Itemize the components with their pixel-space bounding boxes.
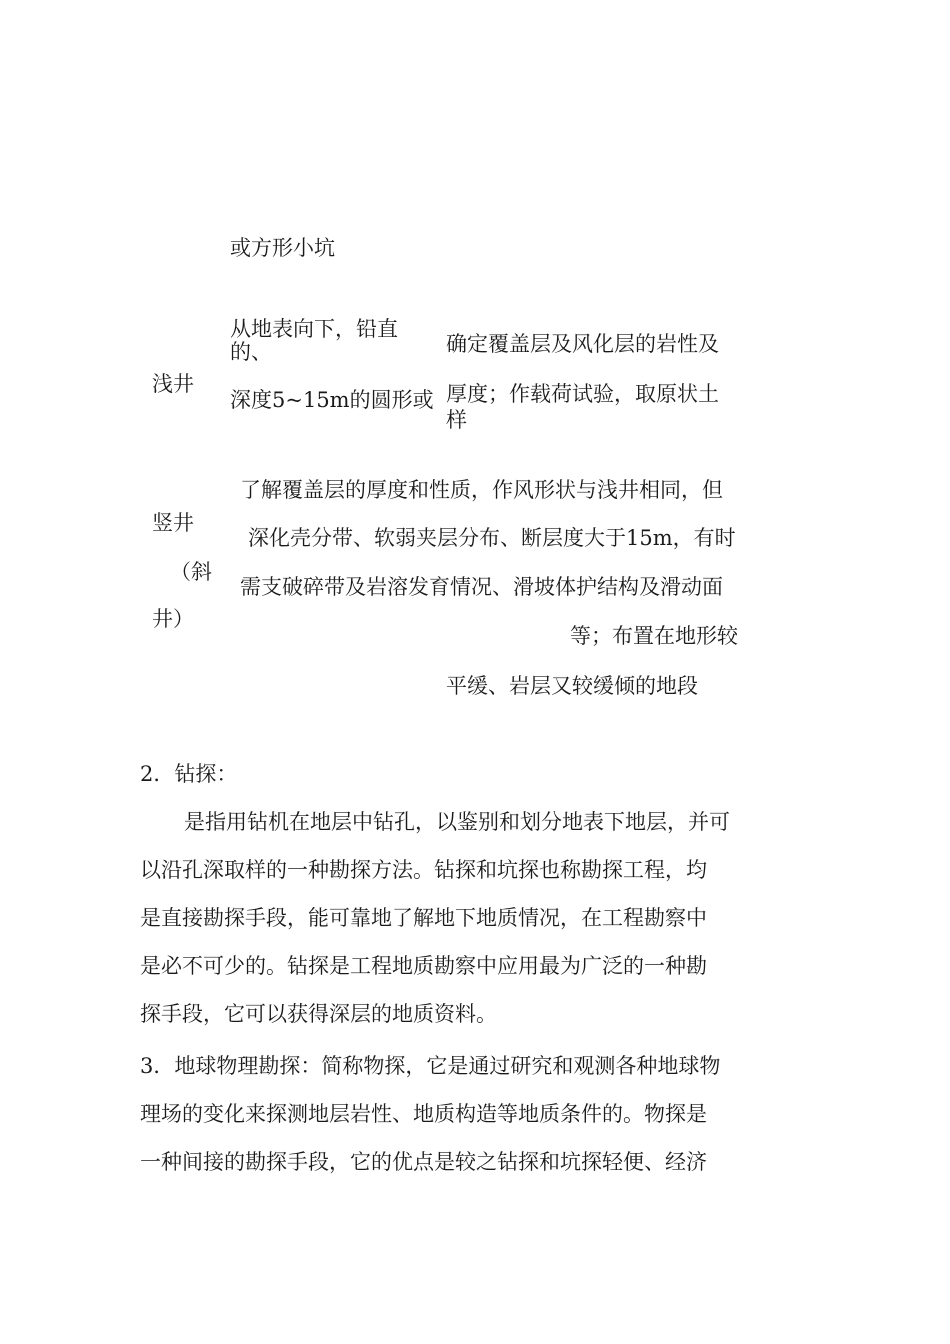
shaft-description-line: 深度5~15m的圆形或 xyxy=(230,388,434,412)
paragraph-line: 理场的变化来探测地层岩性、地质构造等地质条件的。物探是 xyxy=(140,1102,707,1126)
vertical-shaft-text-line: 需支破碎带及岩溶发育情况、滑坡体护结构及滑动面 xyxy=(240,575,723,599)
vertical-shaft-name: （斜 xyxy=(170,560,212,584)
shaft-use-line: 确定覆盖层及风化层的岩性及 xyxy=(446,332,719,356)
shaft-use-line: 厚度；作载荷试验，取原状土 xyxy=(446,382,719,406)
vertical-shaft-text-line: 等；布置在地形较 xyxy=(570,624,738,648)
shaft-use-line: 样 xyxy=(446,408,467,432)
paragraph-line: 是必不可少的。钻探是工程地质勘察中应用最为广泛的一种勘 xyxy=(140,954,707,978)
shaft-name: 浅井 xyxy=(152,372,194,396)
paragraph-line: 是指用钻机在地层中钻孔，以鉴别和划分地表下地层，并可 xyxy=(184,810,730,834)
shaft-description-line: 从地表向下，铅直 xyxy=(230,317,398,341)
vertical-shaft-text-line: 了解覆盖层的厚度和性质，作风形状与浅井相同，但 xyxy=(240,478,723,502)
paragraph-line: 是直接勘探手段，能可靠地了解地下地质情况，在工程勘察中 xyxy=(140,906,707,930)
drilling-paragraph xyxy=(140,798,780,1038)
vertical-shaft-name: 井） xyxy=(152,607,194,631)
paragraph-line: 一种间接的勘探手段，它的优点是较之钻探和坑探轻便、经济 xyxy=(140,1150,707,1174)
shaft-description-line: 的、 xyxy=(230,340,272,364)
paragraph-line: 3．地球物理勘探：简称物探，它是通过研究和观测各种地球物 xyxy=(140,1054,721,1078)
pit-description-tail: 或方形小坑 xyxy=(230,236,335,260)
paragraph-line: 以沿孔深取样的一种勘探方法。钻探和坑探也称勘探工程，均 xyxy=(140,858,707,882)
vertical-shaft-text-line: 平缓、岩层又较缓倾的地段 xyxy=(446,674,698,698)
vertical-shaft-name: 竖井 xyxy=(152,511,194,535)
drilling-heading: 2．钻探： xyxy=(140,762,238,786)
paragraph-line: 探手段，它可以获得深层的地质资料。 xyxy=(140,1002,497,1026)
vertical-shaft-text-line: 深化壳分带、软弱夹层分布、断层度大于15m，有时 xyxy=(248,526,736,550)
geophysics-paragraph xyxy=(140,1042,780,1186)
